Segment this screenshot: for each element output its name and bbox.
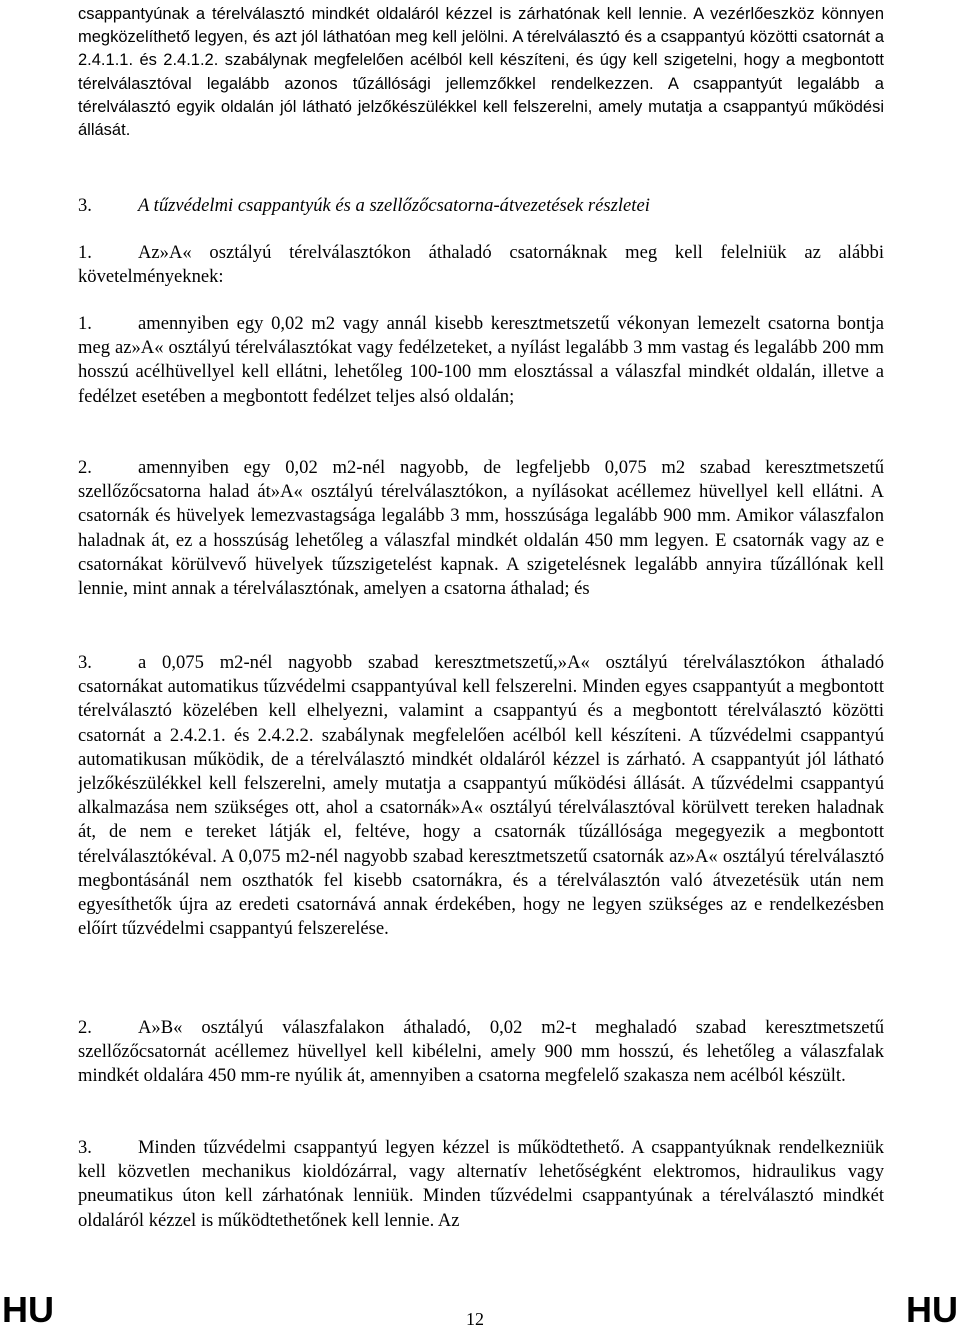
footer-language-right: HU	[906, 1289, 958, 1330]
section-heading-number: 3.	[78, 195, 92, 216]
paragraph-number: 1.	[78, 313, 92, 334]
paragraph-text: a 0,075 m2-nél nagyobb szabad keresztmetszetű,»A« osztályú térelválasztókon áthaladó csatornákat automatikus tűzvédelmi csappantyúval kell felszerelni. Minden egyes csappantyút a megbontott térelválasztó közelében kell elhelyezni, valamint a csappantyú és a megbontott térelválasztó közötti csatornát a 2.4.2.1. és 2.4.2.2. szabálynak megfelelően acélból kell készíteni. A tűzvédelmi csappantyú automatikusan működik, de a térelválasztó mindkét oldaláról kézzel is zárható. A csappantyút jól látható jelzőkészülékkel kell felszerelni, amely mutatja a csappantyú működési állását. A tűzvédelmi csappantyú alkalmazása nem szükséges ott, ahol a csatornák»A« osztályú térelválasztóval körülvett tereken haladnak át, de nem e tereket látják el, feltéve, hogy a csatornák tűzállósága megegyezik a megbontott térelválasztókéval. A 0,075 m2-nél nagyobb szabad keresztmetszetű csatornák az»A« osztályú térelválasztó megbontásánál nem oszthatók fel kisebb csatornákra, és a térelválasztón való átvezetésük után nem egyesíthetők újra az eredeti csatornává annak érdekében, hogy ne legyen szükséges az e rendelkezésben előírt tűzvédelmi csappantyú felszerelése.	[78, 652, 884, 940]
paragraph-number: 2.	[78, 1017, 92, 1038]
paragraph-text: A»B« osztályú válaszfalakon áthaladó, 0,02 m2-t meghaladó szabad keresztmetszetű szellőzőcsatornát acéllemez hüvellyel kell kibélelni, amely 900 mm hosszú, és lehetőleg a válaszfalak mindkét oldalára 450 mm-re nyúlik át, amennyiben a csatorna megfelelő szakasza nem acélból készült.	[78, 1017, 884, 1087]
section-heading-title: A tűzvédelmi csappantyúk és a szellőzőcsatorna-átvezetések részletei	[138, 195, 650, 216]
paragraph-3	[78, 1136, 884, 1233]
paragraph-number: 3.	[78, 652, 92, 673]
paragraph-number: 1.	[78, 242, 92, 263]
paragraph-2	[78, 1016, 884, 1089]
paragraph-1-1	[78, 312, 884, 409]
paragraph-1-3	[78, 651, 884, 941]
paragraph-text: Az»A« osztályú térelválasztókon áthaladó csatornáknak meg kell felelniük az alábbi követelményeknek:	[78, 242, 884, 288]
paragraph-number: 3.	[78, 1137, 92, 1158]
paragraph-1	[78, 241, 884, 289]
paragraph-text: amennyiben egy 0,02 m2 vagy annál kisebb keresztmetszetű vékonyan lemezelt csatorna bontja meg az»A« osztályú térelválasztókat vagy fedélzeteket, a nyílást legalább 3 mm vastag és legalább 200 mm hosszú acélhüvellyel kell ellátni, lehetőleg 100-100 mm elosztással a válaszfal mindkét oldalán, illetve a fedélzet esetében a megbontott fedélzet teljes alsó oldalán;	[78, 313, 884, 407]
paragraph-number: 2.	[78, 457, 92, 478]
intro-paragraph: csappantyúnak a térelválasztó mindkét oldaláról kézzel is zárhatónak kell lennie. A vezérlőeszköz könnyen megközelíthető legyen, és azt jól láthatóan meg kell jelölni. A térelválasztó és a csappantyú közötti csatornát a 2.4.1.1. és 2.4.1.2. szabálynak megfelelően acélból kell készíteni, és úgy kell szigetelni, hogy a megbontott térelválasztóval legalább azonos tűzállósági jellemzőkkel rendelkezzen. A csappantyút legalább a térelválasztó egyik oldalán jól látható jelzőkészülékkel kell felszerelni, amely mutatja a csappantyú működési állását.	[78, 5, 884, 140]
paragraph-text: Minden tűzvédelmi csappantyú legyen kézzel is működtethető. A csappantyúknak rendelkezniük kell közvetlen mechanikus kioldózárral, vagy alternatív lehetőségként elektromos, hidraulikus vagy pneumatikus úton kell zárhatónak lenniük. Minden tűzvédelmi csappantyúnak a térelválasztó mindkét oldaláról kézzel is működtethetőnek kell lennie. Az	[78, 1137, 884, 1231]
paragraph-text: amennyiben egy 0,02 m2-nél nagyobb, de legfeljebb 0,075 m2 szabad keresztmetszetű szellőzőcsatorna halad át»A« osztályú térelválasztókon, a nyílásokat acéllemez hüvellyel kell ellátni. A csatornák és hüvelyek lemezvastagsága legalább 3 mm, hosszúsága legalább 900 mm. Amikor válaszfalon haladnak át, ez a hosszúság lehetőleg a válaszfal mindkét oldalán 450 mm legyen. E csatornák vagy az e csatornákat körülvevő hüvelyek tűzszigetelést kapnak. A szigetelésnek legalább annyira tűzállónak kell lennie, mint annak a térelválasztónak, amelyen a csatorna áthalad; és	[78, 457, 884, 600]
footer-language-left: HU	[2, 1289, 54, 1330]
section-heading	[78, 194, 884, 218]
paragraph-1-2	[78, 456, 884, 601]
page-number: 12	[466, 1309, 484, 1329]
